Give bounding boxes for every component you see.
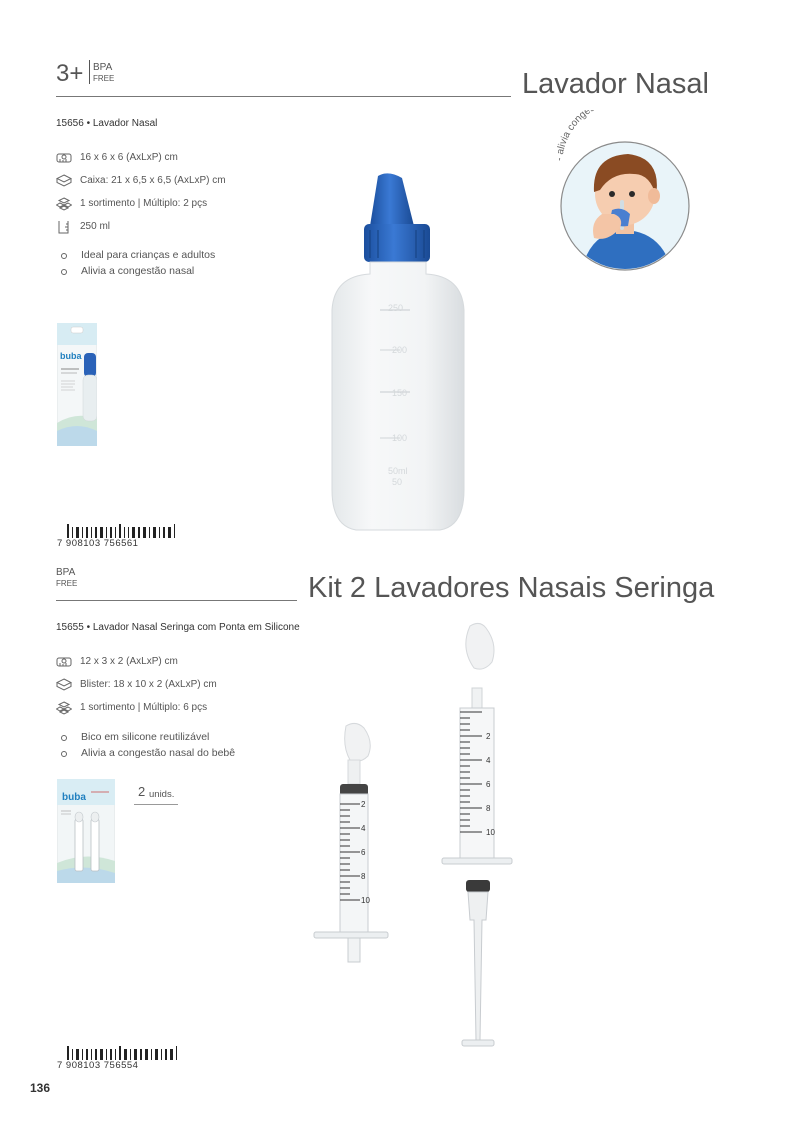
barcode-bar — [70, 527, 71, 538]
barcode-bar — [72, 1049, 73, 1060]
page-number: 136 — [30, 1081, 51, 1095]
spec-item — [56, 650, 217, 673]
barcode-bar — [86, 527, 88, 538]
barcode-bar — [86, 1049, 88, 1060]
barcode-bar — [161, 1049, 162, 1060]
barcode-digits: 7 908103 756561 — [57, 538, 139, 549]
barcode-bar — [91, 1049, 92, 1060]
volume-icon — [56, 220, 72, 234]
barcode-bar — [134, 1049, 137, 1060]
barcode-bar — [104, 527, 105, 538]
barcode-bar — [145, 1049, 148, 1060]
spec-text: 1 sortimento | Múltiplo: 6 pçs — [80, 702, 208, 713]
barcode-bar — [122, 1049, 123, 1060]
barcode-bar — [161, 527, 162, 538]
measure-icon — [56, 151, 72, 165]
spec-item — [56, 146, 226, 169]
units-rule — [134, 804, 178, 805]
header-rule — [56, 600, 297, 601]
barcode-bar — [174, 1049, 175, 1060]
spec-item — [56, 215, 226, 238]
barcode-bar — [159, 527, 160, 538]
barcode-bar — [130, 1049, 131, 1060]
barcode-bar — [149, 1046, 150, 1060]
units-number: 2 — [138, 784, 146, 799]
brand-logo: buba — [60, 351, 82, 361]
spec-text: 12 x 3 x 2 (AxLxP) cm — [80, 656, 178, 667]
barcode-bar — [113, 527, 114, 538]
barcode-bar — [67, 524, 69, 538]
barcode-bar — [74, 1049, 75, 1060]
syringe-mark: 2 — [361, 800, 366, 809]
spec-text: 1 sortimento | Múltiplo: 2 pçs — [80, 198, 208, 209]
spec-item — [56, 673, 217, 696]
barcode-bar — [174, 524, 175, 538]
barcode-bar — [80, 527, 81, 538]
bottle-mark: 50 — [392, 477, 403, 487]
barcode-bar — [113, 1049, 114, 1060]
spec-text: Caixa: 21 x 6,5 x 6,5 (AxLxP) cm — [80, 175, 226, 186]
bullet-item: Alivia a congestão nasal do bebê — [81, 747, 236, 759]
barcode-bar — [100, 1049, 103, 1060]
barcode-bar — [119, 524, 121, 538]
bpa-free-label: FREE — [56, 579, 78, 588]
barcode-bar — [128, 527, 129, 538]
barcode-bar — [124, 527, 125, 538]
barcode-bar — [151, 1049, 152, 1060]
spec-list — [56, 650, 217, 719]
bullet-item: Alivia a congestão nasal — [81, 265, 195, 277]
assortment-icon — [56, 197, 72, 211]
syringe-mark: 10 — [361, 896, 370, 905]
syringe-exploded-image — [440, 620, 520, 1070]
syringe-mark: 8 — [361, 872, 366, 881]
barcode-bar — [166, 527, 167, 538]
barcode-bar — [82, 527, 83, 538]
barcode-bar — [67, 1046, 69, 1060]
barcode-bar — [117, 527, 118, 538]
spec-text: 250 ml — [80, 221, 111, 232]
barcode-bar — [143, 1049, 144, 1060]
barcode-bar — [84, 1049, 85, 1060]
barcode-bar — [138, 1049, 139, 1060]
usage-badge — [550, 110, 700, 275]
barcode-bar — [72, 527, 73, 538]
barcode-bar — [149, 527, 150, 538]
assortment-icon — [56, 701, 72, 715]
barcode-bar — [104, 1049, 105, 1060]
barcode-bar — [82, 1049, 83, 1060]
barcode-bar — [98, 527, 99, 538]
measure-icon — [56, 655, 72, 669]
barcode-bar — [74, 527, 75, 538]
syringe-mark: 4 — [486, 756, 491, 765]
units-label: unids. — [149, 789, 175, 800]
syringe-mark: 2 — [486, 732, 491, 741]
bpa-free-label: FREE — [93, 74, 115, 83]
bullet-item: Ideal para crianças e adultos — [81, 249, 216, 261]
barcode-bar — [106, 1049, 107, 1060]
bpa-label: BPA — [93, 62, 113, 73]
barcode-bar — [108, 1049, 109, 1060]
barcode-bar — [95, 1049, 97, 1060]
bottle-mark: 150 — [392, 388, 408, 398]
barcode-bar — [172, 527, 173, 538]
barcode-bar — [119, 1046, 121, 1060]
product-code: 15656 • Lavador Nasal — [56, 118, 158, 129]
barcode-bar — [178, 1046, 179, 1060]
barcode-bar — [108, 527, 109, 538]
barcode-bar — [98, 1049, 99, 1060]
barcode-bar — [100, 527, 103, 538]
barcode-bar — [89, 1049, 90, 1060]
barcode-bar — [110, 1049, 112, 1060]
spec-list — [56, 146, 226, 238]
barcode-bar — [93, 524, 94, 538]
barcode-bar — [115, 1049, 116, 1060]
brand-logo: buba — [62, 792, 86, 803]
barcode-bar — [76, 1049, 79, 1060]
bottle-mark: 200 — [392, 345, 408, 355]
barcode-bar — [163, 527, 165, 538]
barcode-bar — [165, 1049, 167, 1060]
barcode-bar — [170, 1049, 173, 1060]
spec-item — [56, 169, 226, 192]
barcode-bar — [110, 527, 112, 538]
syringe-mark: 6 — [486, 780, 491, 789]
product-title: Lavador Nasal — [522, 68, 709, 100]
spec-text: 16 x 6 x 6 (AxLxP) cm — [80, 152, 178, 163]
barcode-bar — [80, 1049, 81, 1060]
barcode-bar — [115, 527, 116, 538]
barcode-bar — [89, 527, 90, 538]
bpa-label: BPA — [56, 567, 76, 578]
barcode-bar — [153, 1049, 154, 1060]
barcode-bar — [95, 527, 97, 538]
barcode-bar — [140, 1049, 142, 1060]
barcode-bar — [176, 1046, 177, 1060]
barcode-bar — [136, 527, 137, 538]
barcode-bar — [168, 1049, 169, 1060]
barcode-bar — [132, 527, 135, 538]
barcode-bar — [147, 524, 148, 538]
spec-item — [56, 192, 226, 215]
barcode-bar — [76, 527, 79, 538]
barcode-bar — [128, 1049, 129, 1060]
barcode-bar — [138, 527, 140, 538]
barcode — [57, 1048, 179, 1071]
barcode-bar — [70, 1049, 71, 1060]
barcode-bar — [91, 527, 92, 538]
bullet-item: Bico em silicone reutilizável — [81, 731, 210, 743]
barcode-bar — [84, 527, 85, 538]
box-icon — [56, 678, 72, 692]
barcode-bar — [163, 1049, 164, 1060]
barcode — [57, 526, 177, 549]
badge-caption: - alivia conge — [554, 110, 593, 162]
barcode-bar — [93, 1046, 94, 1060]
package-image — [57, 323, 97, 446]
product-code: 15655 • Lavador Nasal Seringa com Ponta em Silicone — [56, 622, 300, 633]
age-badge: 3+ — [56, 60, 84, 87]
syringe-mark: 4 — [361, 824, 366, 833]
barcode-bar — [157, 527, 158, 538]
syringe-mark: 8 — [486, 804, 491, 813]
bottle-image — [330, 170, 466, 532]
package-image — [57, 779, 115, 883]
syringe-mark: 6 — [361, 848, 366, 857]
barcode-bar — [124, 1049, 127, 1060]
bpa-divider — [89, 60, 90, 84]
product-title: Kit 2 Lavadores Nasais Seringa — [308, 572, 715, 604]
header-rule — [56, 96, 511, 97]
spec-text: Blister: 18 x 10 x 2 (AxLxP) cm — [80, 679, 217, 690]
spec-item — [56, 696, 217, 719]
barcode-bar — [176, 524, 177, 538]
barcode-bar — [151, 527, 152, 538]
syringe-mark: 10 — [486, 828, 495, 837]
barcode-bar — [126, 527, 127, 538]
barcode-bar — [130, 527, 131, 538]
barcode-bar — [143, 527, 146, 538]
barcode-digits: 7 908103 756554 — [57, 1060, 139, 1071]
barcode-bar — [106, 527, 107, 538]
box-icon — [56, 174, 72, 188]
bottle-mark: 250 — [388, 303, 404, 313]
barcode-bar — [122, 527, 123, 538]
bottle-mark: 50ml — [388, 466, 408, 476]
barcode-bar — [132, 1049, 133, 1060]
syringe-image — [310, 720, 390, 970]
barcode-bar — [117, 1049, 118, 1060]
bottle-mark: 100 — [392, 433, 408, 443]
barcode-bar — [153, 527, 156, 538]
barcode-bar — [168, 527, 171, 538]
barcode-bar — [141, 527, 142, 538]
barcode-bar — [159, 1049, 160, 1060]
barcode-bar — [155, 1049, 158, 1060]
